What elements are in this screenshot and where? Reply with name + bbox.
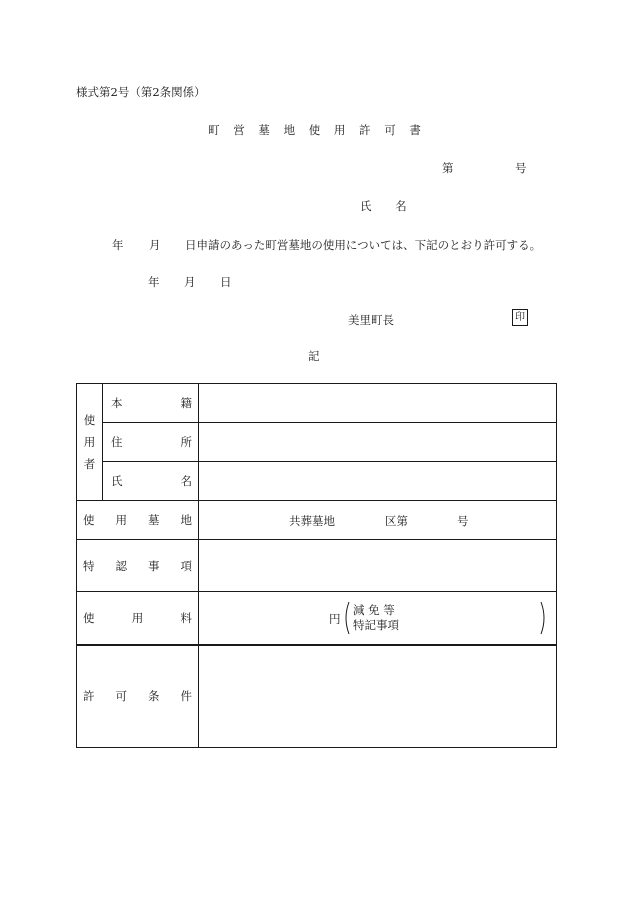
label-char: 料 (180, 611, 192, 625)
row-honseki (77, 384, 557, 423)
fee-note (353, 603, 399, 633)
label-char: 本 (111, 396, 123, 410)
label-char: 地 (180, 513, 192, 527)
shimei-value[interactable] (199, 462, 557, 501)
honseki-value[interactable] (199, 384, 557, 423)
label-char: 使 (83, 513, 95, 527)
go-text: 号 (457, 514, 469, 528)
tokunin-label (77, 540, 199, 592)
label-char: 用 (131, 611, 144, 625)
bochi-value[interactable] (199, 501, 557, 540)
ku-dai-text: 区第 (385, 514, 408, 528)
label-char: 氏 (111, 474, 123, 488)
seal-mark: 印 (512, 309, 528, 326)
jusho-label (103, 423, 199, 462)
body-month: 月 (149, 238, 161, 252)
body-sentence: 日申請のあった町営墓地の使用については、下記のとおり許可する。 (185, 238, 542, 252)
row-bochi (77, 501, 557, 540)
label-char: 件 (180, 689, 192, 704)
doc-number-go: 号 (515, 161, 527, 175)
tokunin-value[interactable] (199, 540, 557, 592)
label-char: 条 (148, 689, 160, 704)
label-char: 籍 (180, 396, 192, 410)
row-jusho (77, 423, 557, 462)
bochi-label (77, 501, 199, 540)
permit-table (76, 383, 557, 748)
user-label-char: 用 (83, 435, 96, 449)
issue-day: 日 (220, 275, 232, 289)
row-conditions (77, 645, 557, 747)
label-char: 墓 (148, 513, 160, 527)
label-char: 許 (83, 689, 95, 704)
shimei-label (103, 462, 199, 501)
jusho-value[interactable] (199, 423, 557, 462)
form-number: 様式第2号（第2条関係） (76, 85, 206, 99)
applicant-name-label: 氏 名 (360, 199, 417, 213)
label-char: 使 (83, 611, 95, 625)
label-char: 認 (115, 558, 127, 573)
fee-note-line2: 特記事項 (353, 618, 399, 632)
conditions-label (77, 645, 199, 747)
body-year: 年 (112, 238, 124, 252)
fee-value[interactable] (199, 592, 557, 646)
label-char: 名 (180, 474, 192, 488)
honseki-label (103, 384, 199, 423)
fee-label (77, 592, 199, 646)
document-title: 町 営 墓 地 使 用 許 可 書 (208, 123, 426, 137)
label-char: 項 (180, 558, 192, 573)
label-char: 事 (148, 558, 160, 573)
label-char: 特 (83, 558, 95, 573)
mayor-title: 美里町長 (348, 313, 394, 327)
kyoso-bochi-text: 共葬墓地 (289, 514, 335, 528)
issue-month: 月 (184, 275, 196, 289)
label-char: 所 (180, 435, 192, 449)
user-label-cell (77, 384, 103, 501)
body-text (112, 237, 541, 253)
row-tokunin (77, 540, 557, 592)
ki-heading: 記 (308, 349, 320, 363)
row-shimei (77, 462, 557, 501)
user-label-char: 使 (83, 413, 96, 427)
doc-number-dai: 第 (442, 161, 454, 175)
issue-year: 年 (148, 275, 160, 289)
row-fee (77, 592, 557, 646)
issue-date (148, 274, 232, 290)
close-paren (540, 601, 548, 635)
label-char: 用 (115, 513, 127, 527)
yen-text: 円 (329, 612, 341, 626)
label-char: 住 (111, 435, 123, 449)
open-paren (342, 601, 350, 635)
conditions-value[interactable] (199, 645, 557, 747)
label-char: 可 (115, 689, 127, 704)
fee-note-line1: 減 免 等 (353, 603, 395, 617)
user-label-char: 者 (83, 457, 96, 471)
